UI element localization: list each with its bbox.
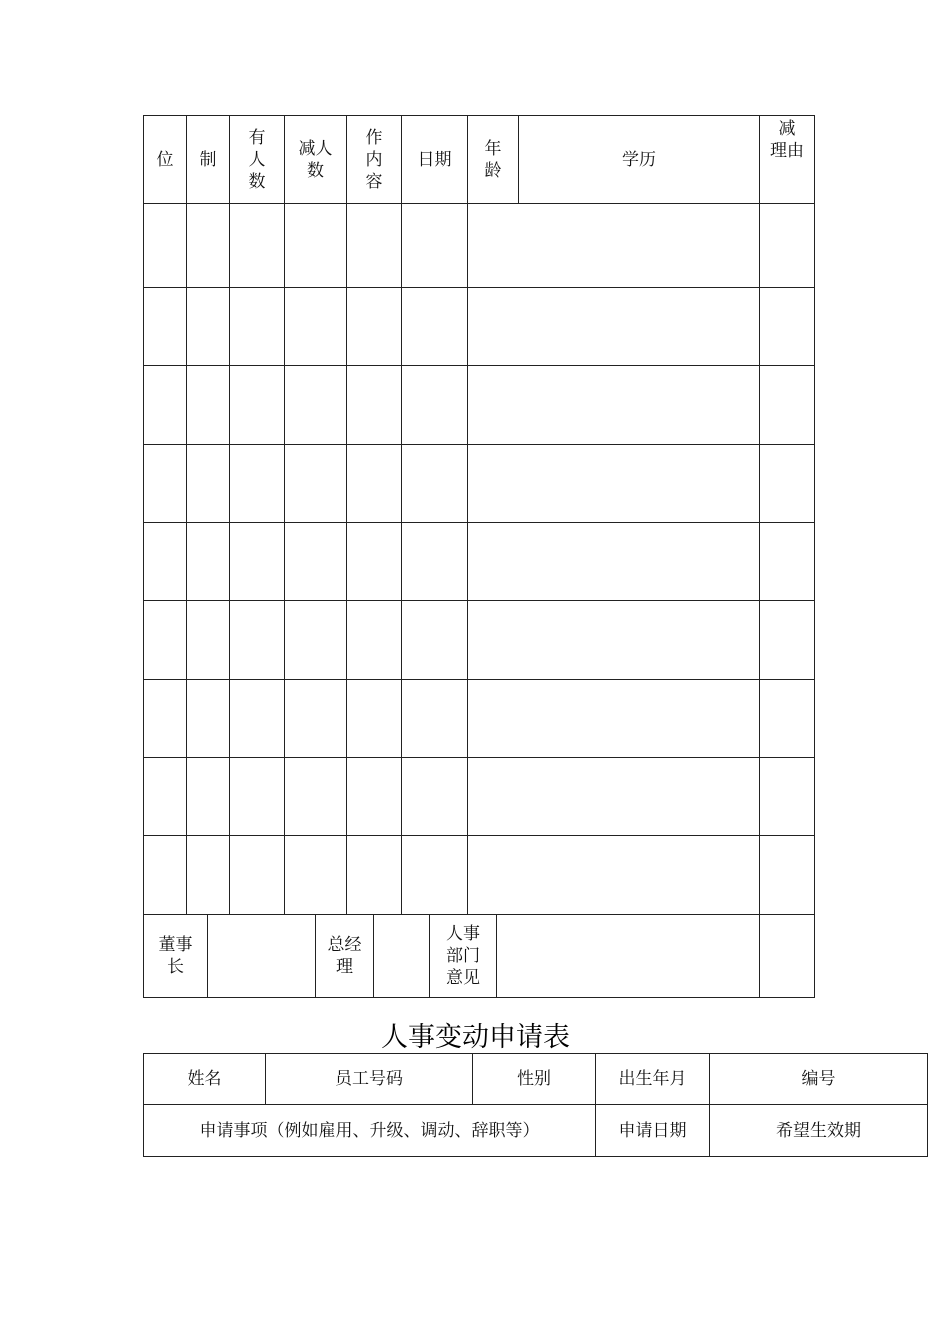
header-cell-quota — [187, 116, 229, 203]
table-entry-cell[interactable] — [144, 836, 186, 914]
table-entry-cell[interactable] — [760, 288, 814, 365]
table-entry-cell[interactable] — [285, 445, 346, 522]
table-entry-cell[interactable] — [144, 445, 186, 522]
table-entry-cell[interactable] — [230, 601, 284, 679]
hr-opinion-field[interactable] — [497, 915, 759, 997]
table-entry-cell[interactable] — [402, 523, 467, 600]
header-cell-current-count — [230, 116, 284, 203]
table-entry-cell[interactable] — [402, 445, 467, 522]
table-entry-cell[interactable] — [760, 836, 814, 914]
general-manager-signature-field[interactable] — [374, 915, 429, 997]
table-entry-cell[interactable] — [144, 288, 186, 365]
table-entry-cell[interactable] — [402, 680, 467, 757]
name-label-text: 姓名 — [187, 1069, 222, 1089]
table-entry-cell[interactable] — [230, 445, 284, 522]
table-entry-cell[interactable] — [230, 758, 284, 835]
header-cell-date — [402, 116, 467, 203]
table-entry-cell[interactable] — [144, 680, 186, 757]
table-entry-cell[interactable] — [402, 204, 467, 287]
table-entry-cell[interactable] — [347, 836, 401, 914]
header-text: 学历 — [622, 149, 656, 170]
header-cell-reduce-reason — [760, 116, 814, 188]
request-date-label — [596, 1105, 709, 1156]
table-entry-cell[interactable] — [760, 523, 814, 600]
table-entry-cell[interactable] — [347, 601, 401, 679]
table-entry-cell[interactable] — [402, 366, 467, 444]
hr-opinion-label — [430, 915, 496, 997]
serial-number-label-text: 编号 — [801, 1069, 836, 1089]
table-entry-cell[interactable] — [187, 601, 229, 679]
table-entry-cell[interactable] — [347, 288, 401, 365]
table-entry-cell[interactable] — [230, 680, 284, 757]
header-text: 位 — [156, 149, 174, 170]
header-text: 制 — [199, 149, 217, 170]
gender-label — [473, 1054, 595, 1104]
table-entry-cell[interactable] — [285, 523, 346, 600]
table-entry-cell[interactable] — [468, 288, 759, 365]
table-entry-cell[interactable] — [760, 445, 814, 522]
table-entry-cell[interactable] — [187, 523, 229, 600]
hr-opinion-label-text: 人事 部门 意见 — [446, 924, 480, 988]
header-text: 年 龄 — [484, 138, 502, 181]
header-text: 有 人 数 — [248, 127, 266, 192]
table-entry-cell[interactable] — [187, 680, 229, 757]
table-line — [927, 1053, 928, 1157]
table-line — [143, 997, 815, 998]
serial-number-label — [710, 1054, 927, 1104]
table-entry-cell[interactable] — [402, 288, 467, 365]
table-entry-cell[interactable] — [230, 204, 284, 287]
table-entry-cell[interactable] — [402, 601, 467, 679]
table-line — [814, 115, 815, 998]
request-date-label-text: 申请日期 — [618, 1120, 687, 1141]
table-entry-cell[interactable] — [187, 836, 229, 914]
request-type-label — [144, 1105, 595, 1156]
table-entry-cell[interactable] — [144, 601, 186, 679]
birth-date-label-text: 出生年月 — [618, 1069, 687, 1089]
table-entry-cell[interactable] — [347, 366, 401, 444]
birth-date-label — [596, 1054, 709, 1104]
effective-date-label-text: 希望生效期 — [776, 1120, 861, 1141]
table-entry-cell[interactable] — [468, 758, 759, 835]
table-entry-cell[interactable] — [187, 204, 229, 287]
header-cell-reduce-count — [285, 116, 346, 203]
table-entry-cell[interactable] — [285, 758, 346, 835]
table-entry-cell[interactable] — [468, 836, 759, 914]
table-entry-cell[interactable] — [760, 680, 814, 757]
table-entry-cell[interactable] — [187, 758, 229, 835]
table-entry-cell[interactable] — [230, 836, 284, 914]
header-cell-work-content — [347, 116, 401, 203]
header-cell-age — [468, 116, 518, 203]
general-manager-label-text: 总经 理 — [327, 935, 362, 977]
table-entry-cell[interactable] — [760, 204, 814, 287]
general-manager-label — [316, 915, 373, 997]
table-entry-cell[interactable] — [144, 204, 186, 287]
header-text: 作 内 容 — [365, 127, 383, 192]
employee-number-label — [266, 1054, 472, 1104]
table-entry-cell[interactable] — [285, 680, 346, 757]
table-entry-cell[interactable] — [468, 523, 759, 600]
name-label — [144, 1054, 265, 1104]
table-entry-cell[interactable] — [402, 758, 467, 835]
table-entry-cell[interactable] — [468, 680, 759, 757]
table-entry-cell[interactable] — [285, 204, 346, 287]
table-entry-cell[interactable] — [760, 366, 814, 444]
header-cell-position — [144, 116, 186, 203]
table-entry-cell[interactable] — [187, 445, 229, 522]
header-text: 减人 数 — [298, 138, 333, 181]
table-entry-cell[interactable] — [285, 366, 346, 444]
table-entry-cell[interactable] — [144, 366, 186, 444]
employee-number-label-text: 员工号码 — [335, 1069, 403, 1089]
table-entry-cell[interactable] — [468, 445, 759, 522]
form-title: 人事变动申请表 — [381, 1022, 570, 1053]
table-entry-cell[interactable] — [347, 758, 401, 835]
table-entry-cell[interactable] — [468, 204, 759, 287]
table-entry-cell[interactable] — [187, 288, 229, 365]
gender-label-text: 性别 — [517, 1069, 551, 1089]
table-entry-cell[interactable] — [347, 523, 401, 600]
chairman-signature-field[interactable] — [208, 915, 315, 997]
table-entry-cell[interactable] — [285, 601, 346, 679]
table-entry-cell[interactable] — [760, 758, 814, 835]
table-entry-cell[interactable] — [230, 366, 284, 444]
header-text: 日期 — [417, 149, 452, 170]
table-entry-cell[interactable] — [144, 758, 186, 835]
table-entry-cell[interactable] — [347, 204, 401, 287]
table-entry-cell[interactable] — [347, 680, 401, 757]
request-type-label-text: 申请事项（例如雇用、升级、调动、辞职等） — [199, 1120, 540, 1141]
table-entry-cell[interactable] — [230, 523, 284, 600]
chairman-label-text: 董事 长 — [158, 935, 193, 977]
table-entry-cell[interactable] — [187, 366, 229, 444]
table-entry-cell[interactable] — [230, 288, 284, 365]
effective-date-label — [710, 1105, 927, 1156]
table-entry-cell[interactable] — [468, 366, 759, 444]
header-cell-education — [519, 116, 759, 203]
table-entry-cell[interactable] — [285, 288, 346, 365]
header-text: 减 理由 — [770, 119, 804, 161]
table-entry-cell[interactable] — [347, 445, 401, 522]
table-entry-cell[interactable] — [468, 601, 759, 679]
table-line — [143, 1156, 928, 1157]
chairman-label — [144, 915, 207, 997]
table-entry-cell[interactable] — [144, 523, 186, 600]
table-entry-cell[interactable] — [760, 601, 814, 679]
table-entry-cell[interactable] — [402, 836, 467, 914]
table-entry-cell[interactable] — [285, 836, 346, 914]
